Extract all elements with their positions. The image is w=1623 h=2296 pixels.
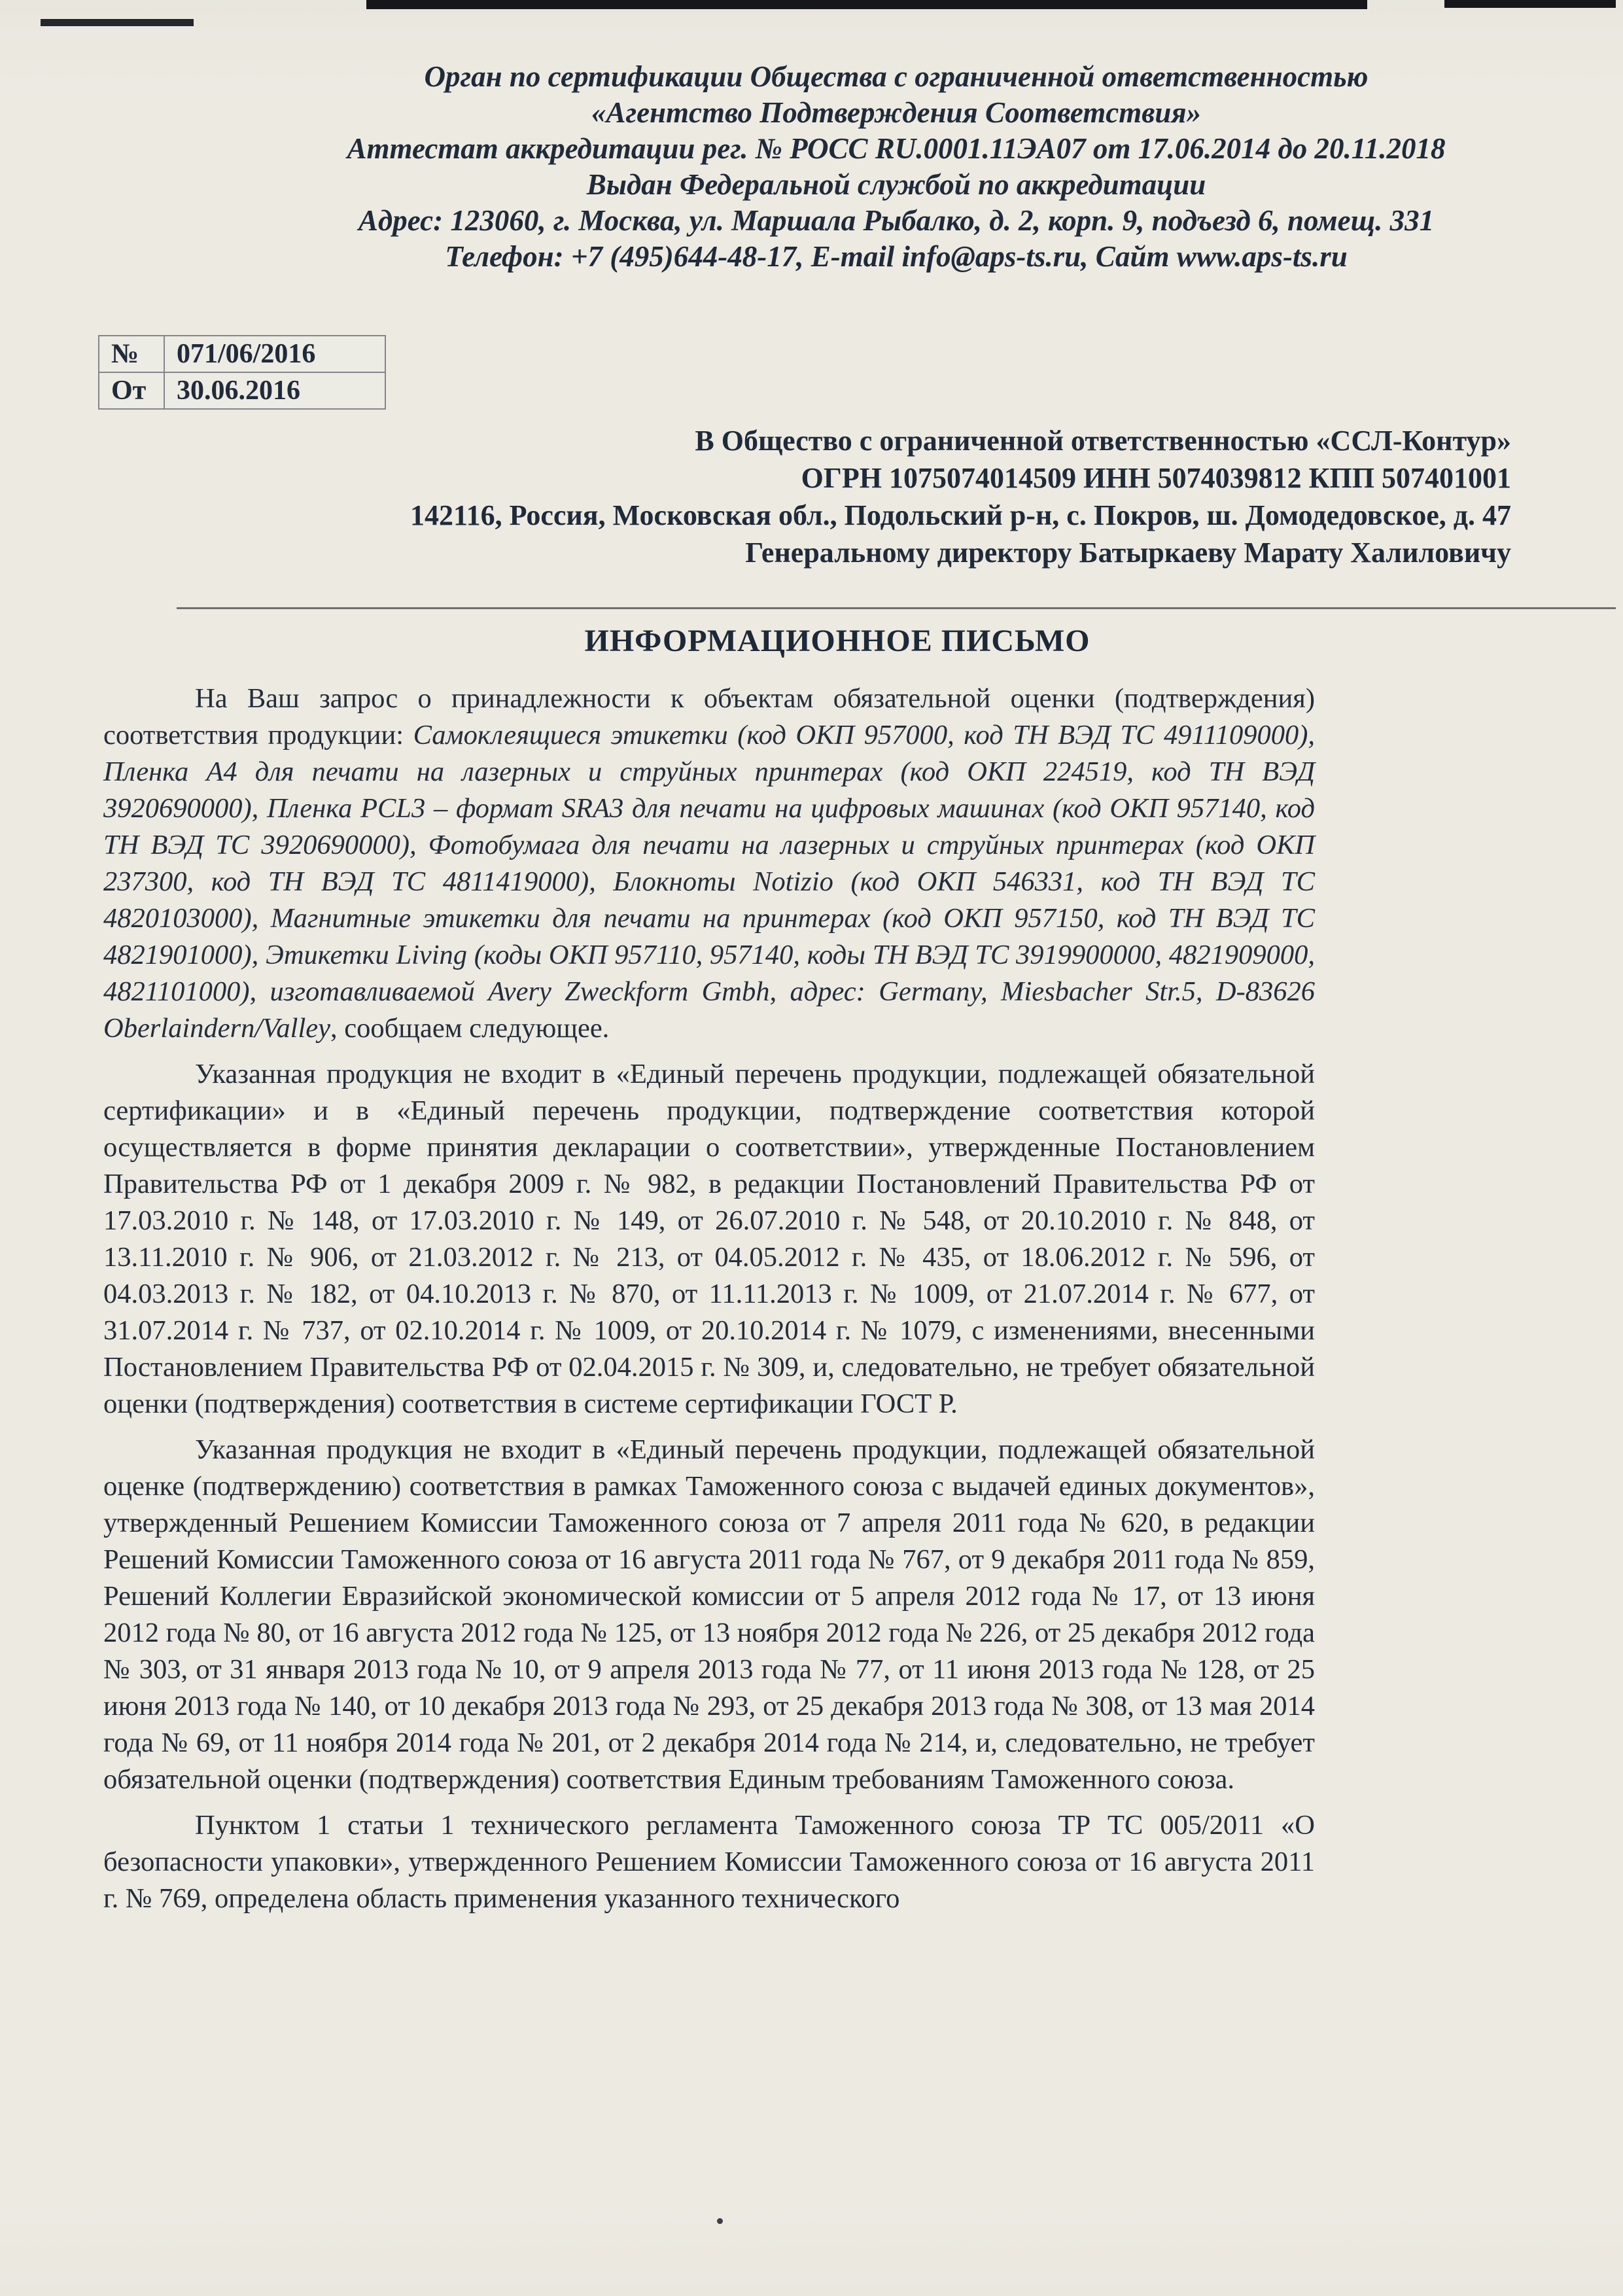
recipient-block xyxy=(164,422,1511,571)
paragraph-1 xyxy=(103,680,1315,1047)
ref-number-label: № xyxy=(99,336,164,372)
paragraph-2: Указанная продукция не входит в «Единый перечень продукции, подлежащей обязательной сертификации» и в «Единый перечень продукции, подтверждение соответствия которой осуществляется в форме принятия декларации о соответствии», утвержденные Постановлением Правительства РФ от 1 декабря 2009 г. № 982, в редакции Постановлений Правительства РФ от 17.03.2010 г. № 148, от 17.03.2010 г. № 149, от 26.07.2010 г. № 548, от 20.10.2010 г. № 848, от 13.11.2010 г. № 906, от 21.03.2012 г. № 213, от 04.05.2012 г. № 435, от 18.06.2012 г. № 596, от 04.03.2013 г. № 182, от 04.10.2013 г. № 870, от 11.11.2013 г. № 1009, от 21.07.2014 г. № 677, от 31.07.2014 г. № 737, от 02.10.2014 г. № 1009, от 20.10.2014 г. № 1079, с изменениями, внесенными Постановлением Правительства РФ от 02.04.2015 г. № 309, и, следовательно, не требует обязательной оценки (подтверждения) соответствия в системе сертификации ГОСТ Р. xyxy=(103,1059,1315,1419)
letter-title: ИНФОРМАЦИОННОЕ ПИСЬМО xyxy=(584,624,1091,658)
p1-outro: , сообщаем следующее. xyxy=(330,1013,610,1044)
table-row xyxy=(99,336,385,372)
recipient-line: В Общество с ограниченной ответственностью «ССЛ-Контур» xyxy=(695,425,1511,457)
divider-line xyxy=(177,607,1616,609)
table-row xyxy=(99,372,385,409)
letterhead-line: «Агентство Подтверждения Соответствия» xyxy=(591,96,1202,129)
p1-product-list: Самоклеящиеся этикетки (код ОКП 957000, код ТН ВЭД ТС 4911109000), Пленка А4 для печати на лазерных и струйных принтерах (код ОКП 224519, код ТН ВЭД 3920690000), Пленка PCL3 – формат SRA3 для печати на цифровых машинах (код ОКП 957140, код ТН ВЭД ТС 3920690000), Фотобумага для печати на лазерных и струйных принтерах (код ОКП 237300, код ТН ВЭД ТС 4811419000), Блокноты Notizio (код ОКП 546331, код ТН ВЭД ТС 4820103000), Магнитные этикетки для печати на принтерах (код ОКП 957150, код ТН ВЭД ТС 4821901000), Этикетки Living (коды ОКП 957110, 957140, коды ТН ВЭД ТС 3919900000, 4821909000, 4821101000), изготавливаемой Avery Zweckform Gmbh, адрес: Germany, Miesbacher Str.5, D-83626 Oberlaindern/Valley xyxy=(103,720,1316,1044)
scan-artifact-bar xyxy=(1444,0,1616,8)
ref-date-label: От xyxy=(99,372,164,409)
recipient-line: 142116, Россия, Московская обл., Подольский р-н, с. Покров, ш. Домодедовское, д. 47 xyxy=(410,499,1511,531)
letterhead-line: Выдан Федеральной службой по аккредитации xyxy=(586,168,1206,201)
paragraph-3: Указанная продукция не входит в «Единый перечень продукции, подлежащей обязательной оценке (подтверждению) соответствия в рамках Таможенного союза с выдачей единых документов», утвержденный Решением Комиссии Таможенного союза от 7 апреля 2011 года № 620, в редакции Решений Комиссии Таможенного союза от 16 августа 2011 года № 767, от 9 декабря 2011 года № 859, Решений Коллегии Евразийской экономической комиссии от 5 апреля 2012 года № 17, от 13 июня 2012 года № 80, от 16 августа 2012 года № 125, от 13 ноября 2012 года № 226, от 25 декабря 2012 года № 303, от 31 января 2013 года № 10, от 9 апреля 2013 года № 77, от 11 июня 2013 года № 128, от 25 июня 2013 года № 140, от 10 декабря 2013 года № 293, от 25 декабря 2013 года № 308, от 13 мая 2014 года № 69, от 11 ноября 2014 года № 201, от 2 декабря 2014 года № 214, и, следовательно, не требует обязательной оценки (подтверждения) соответствия Единым требованиям Таможенного союза. xyxy=(103,1434,1315,1795)
letterhead-line: Адрес: 123060, г. Москва, ул. Маршала Рыбалко, д. 2, корп. 9, подъезд 6, помещ. 331 xyxy=(358,204,1435,237)
p1-intro: На Ваш запрос о принадлежности к объектам обязательной оценки (подтверждения) соответствия продукции: xyxy=(103,683,1315,751)
paragraph-4: Пунктом 1 статьи 1 технического регламента Таможенного союза ТР ТС 005/2011 «О безопасности упаковки», утвержденного Решением Комиссии Таможенного союза от 16 августа 2011 г. № 769, определена область применения указанного технического xyxy=(103,1810,1315,1914)
letterhead xyxy=(275,59,1518,275)
letterhead-line: Аттестат аккредитации рег. № РОСС RU.0001.11ЭА07 от 17.06.2014 до 20.11.2018 xyxy=(347,132,1446,165)
letterhead-line: Орган по сертификации Общества с ограниченной ответственностью xyxy=(424,60,1369,93)
letter-body xyxy=(103,680,1315,1926)
ref-number-value: 071/06/2016 xyxy=(164,336,385,372)
ref-date-value: 30.06.2016 xyxy=(164,372,385,409)
recipient-line: Генеральному директору Батыркаеву Марату Халиловичу xyxy=(745,537,1511,569)
scan-artifact-line xyxy=(41,19,194,26)
scan-dot xyxy=(717,2218,723,2224)
letterhead-line: Телефон: +7 (495)644-48-17, E-mail info@aps-ts.ru, Сайт www.aps-ts.ru xyxy=(445,240,1348,273)
ref-table xyxy=(98,335,386,410)
scan-artifact-bar xyxy=(366,0,1367,9)
recipient-line: ОГРН 1075074014509 ИНН 5074039812 КПП 507401001 xyxy=(801,462,1511,494)
